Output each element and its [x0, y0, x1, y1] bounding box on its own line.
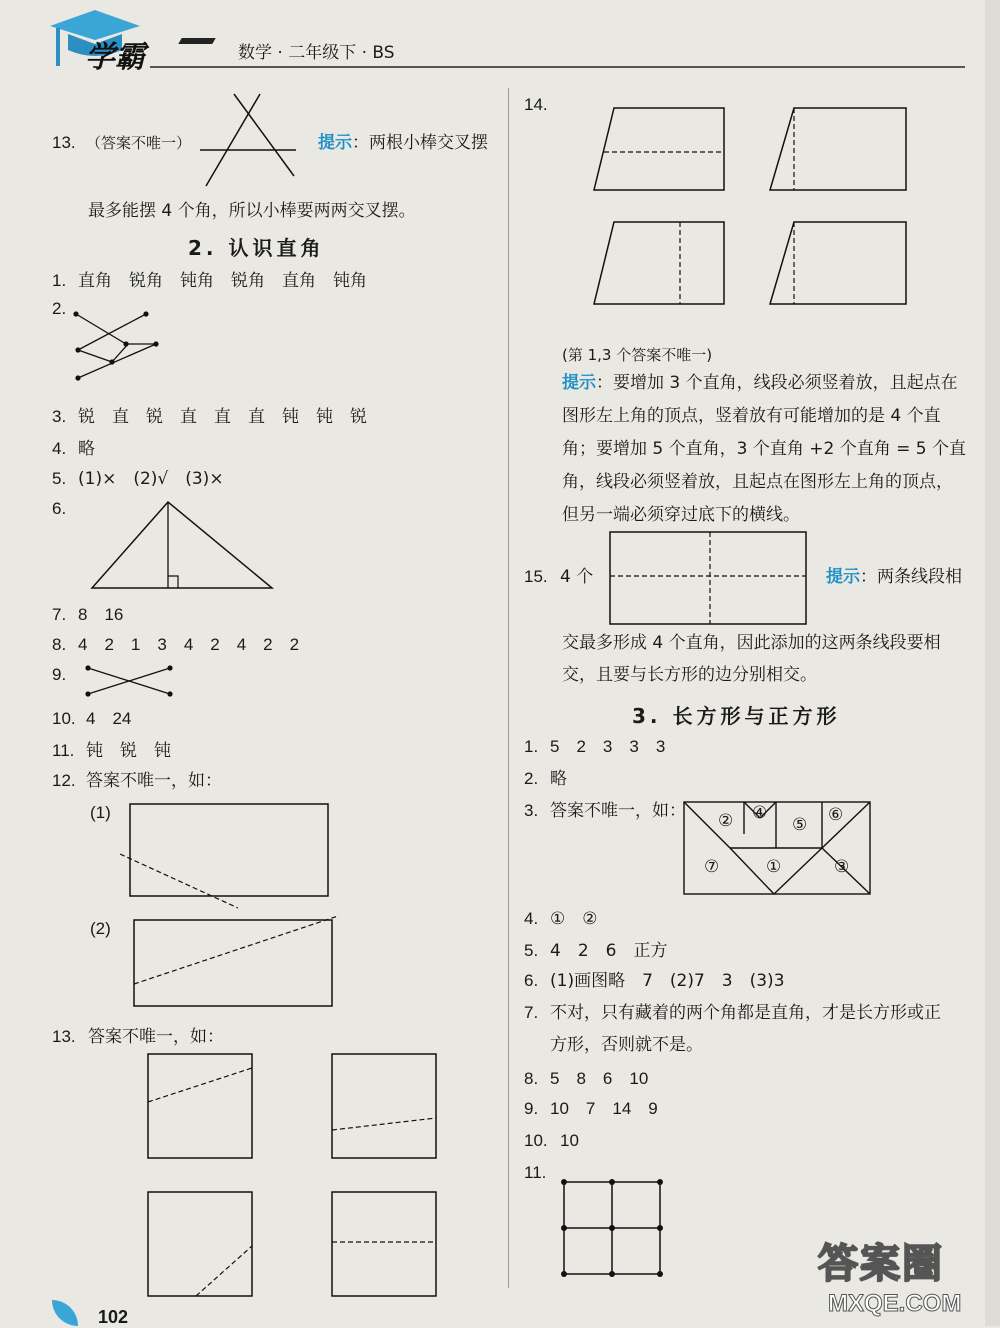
answer-text: 5 2 3 3 3	[550, 737, 666, 756]
answer-text: 5 8 6 10	[550, 1069, 649, 1088]
answer-number: 7.	[52, 605, 67, 624]
answer-number: 3.	[52, 407, 67, 426]
answer-text: 10 7 14 9	[550, 1099, 658, 1118]
square-dashed-figure-1	[146, 1052, 256, 1162]
trapezoid-figure-4	[766, 218, 911, 308]
answer-text: 10	[560, 1131, 579, 1150]
hint-label: 提示	[562, 373, 596, 393]
triangle-altitude-figure	[90, 500, 275, 592]
answer-number: 4.	[52, 439, 67, 458]
answer-text: 略	[78, 439, 95, 459]
rect-dashed-figure-2	[118, 914, 340, 1014]
q14-hint-3: 角；要增加 5 个直角，3 个直角 +2 个直角 = 5 个直	[562, 439, 966, 459]
watermark-text: 答案圈	[818, 1241, 944, 1287]
answer-number: 9.	[52, 665, 67, 684]
answer-text: (1)× (2)√ (3)×	[78, 469, 224, 489]
q14-note: (第 1,3 个答案不唯一)	[562, 346, 713, 364]
watermark	[818, 1232, 988, 1322]
answer-text: 钝 锐 钝	[86, 741, 171, 761]
answer-number: 11.	[52, 741, 75, 760]
rect-cross-figure	[608, 530, 808, 626]
q12-sub2: (2)	[90, 919, 111, 938]
answer-text: 方形，否则就不是。	[550, 1035, 703, 1055]
hint-text: ：两根小棒交叉摆	[352, 133, 488, 153]
piece-label: ②	[718, 811, 734, 831]
square-dashed-figure-3	[146, 1190, 256, 1300]
q15-line3: 交，且要与长方形的边分别相交。	[562, 665, 817, 685]
answer-number: 2.	[524, 769, 539, 788]
piece-label: ⑥	[828, 805, 844, 825]
answer-text: 略	[550, 769, 567, 789]
brand-logo	[40, 6, 150, 76]
watermark-url: MXQE.COM	[828, 1290, 962, 1317]
grid-dots-figure	[560, 1178, 666, 1278]
subject-label: 数学 · 二年级下 · BS	[238, 43, 395, 63]
q13b-text: 答案不唯一，如：	[88, 1027, 224, 1047]
page-edge	[985, 0, 1000, 1326]
q14-hint-2: 图形左上角的顶点，竖着放有可能增加的是 4 个直	[562, 406, 941, 426]
answer-number: 7.	[524, 1003, 539, 1022]
q13-paren: （答案不唯一）	[86, 134, 192, 152]
answer-text: 4 24	[86, 709, 132, 728]
answer-number: 2.	[52, 299, 67, 318]
q14-number: 14.	[524, 95, 548, 114]
q15-line2: 交最多形成 4 个直角，因此添加的这两条线段要相	[562, 633, 941, 653]
answer-number: 1.	[52, 271, 67, 290]
header-rule	[150, 66, 965, 68]
answer-number: 11.	[524, 1163, 547, 1182]
answer-number: 8.	[52, 635, 67, 654]
piece-label: ①	[766, 857, 782, 877]
trapezoid-figure-1	[590, 104, 730, 194]
answer-number: 6.	[524, 971, 539, 990]
hint-text: ：两条线段相	[860, 567, 962, 587]
q15-answer: 4 个	[560, 567, 594, 587]
trapezoid-figure-3	[590, 218, 730, 308]
section-3-title: 3. 长方形与正方形	[632, 704, 841, 728]
answer-number: 9.	[524, 1099, 539, 1118]
square-dashed-figure-2	[330, 1052, 440, 1162]
piece-label: ④	[752, 803, 768, 823]
answer-number: 5.	[524, 941, 539, 960]
piece-label: ⑤	[792, 815, 808, 835]
crossed-sticks-figure	[200, 92, 300, 192]
q15-number: 15.	[524, 567, 548, 586]
piece-label: ③	[834, 857, 850, 877]
answer-text: 4 2 1 3 4 2 4 2 2	[78, 635, 300, 654]
column-divider	[508, 88, 509, 1288]
q13-number: 13.	[52, 133, 76, 152]
answer-number: 6.	[52, 499, 67, 518]
hint-label: 提示	[318, 133, 352, 153]
answer-text: 不对，只有藏着的两个角都是直角，才是长方形或正	[550, 1003, 941, 1023]
brand-name: 学霸	[85, 40, 145, 75]
answer-text: 8 16	[78, 605, 124, 624]
q15-hint	[826, 566, 962, 588]
answer-number: 10.	[52, 709, 76, 728]
leaf-icon	[52, 1300, 78, 1326]
answer-number: 3.	[524, 801, 539, 820]
q14-hint-1	[562, 372, 958, 394]
q12-sub1: (1)	[90, 803, 111, 822]
section-2-title: 2. 认识直角	[188, 236, 325, 260]
answer-text: 答案不唯一，如：	[86, 771, 222, 791]
header-slash	[178, 38, 215, 44]
piece-label: ⑦	[704, 857, 720, 877]
answer-text: 锐 直 锐 直 直 直 钝 钝 锐	[78, 407, 367, 427]
answer-number: 10.	[524, 1131, 548, 1150]
answer-text: 答案不唯一，如：	[550, 801, 686, 821]
answer-text: ① ②	[550, 909, 598, 929]
hint-label: 提示	[826, 567, 860, 587]
page-number: 102	[98, 1307, 129, 1327]
answer-number: 4.	[524, 909, 539, 928]
rect-dashed-figure-1	[118, 800, 333, 912]
q13b-number: 13.	[52, 1027, 76, 1046]
answer-text: 4 2 6 正方	[550, 941, 668, 961]
trapezoid-figure-2	[766, 104, 911, 194]
answer-number: 5.	[52, 469, 67, 488]
answer-number: 12.	[52, 771, 76, 790]
cross-lines-figure	[84, 664, 176, 698]
shape-division-figure	[682, 800, 872, 896]
q14-hint-5: 但另一端必须穿过底下的横线。	[562, 505, 800, 525]
q14-hint-4: 角，线段必须竖着放，且起点在图形左上角的顶点，	[562, 472, 953, 492]
answer-number: 1.	[524, 737, 539, 756]
square-dashed-figure-4	[330, 1190, 440, 1300]
answer-number: 8.	[524, 1069, 539, 1088]
q13-hint	[318, 132, 488, 154]
dot-lines-figure	[72, 310, 172, 385]
hint-text: ：要增加 3 个直角，线段必须竖着放，且起点在	[596, 373, 958, 393]
answer-text: 直角 锐角 钝角 锐角 直角 钝角	[78, 271, 367, 291]
answer-text: (1)画图略 7 (2)7 3 (3)3	[550, 971, 785, 991]
q13-line2: 最多能摆 4 个角，所以小棒要两两交叉摆。	[88, 201, 416, 221]
